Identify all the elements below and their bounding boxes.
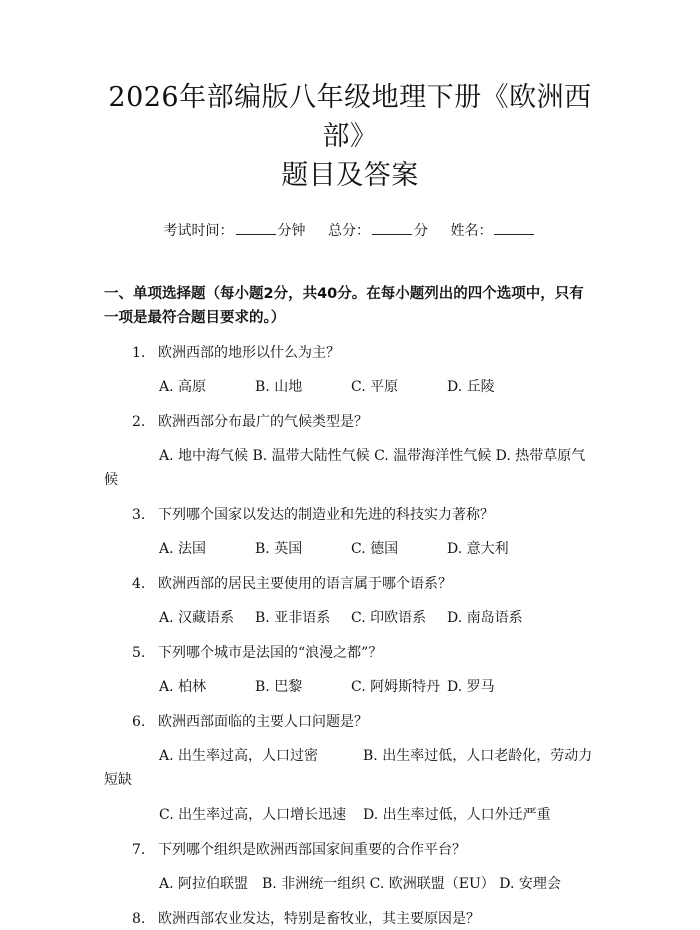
- total-score-unit: 分: [414, 223, 428, 239]
- question-number: 3.: [132, 507, 146, 523]
- question-number: 5.: [132, 645, 146, 661]
- option-c: C. 印欧语系: [351, 610, 427, 626]
- question-text: 欧洲西部农业发达，特别是畜牧业，其主要原因是？: [158, 911, 480, 927]
- question: [104, 642, 596, 664]
- question-number: 8.: [132, 911, 146, 927]
- name-label: 姓名：: [450, 223, 493, 239]
- option-a: A. 高原: [159, 379, 207, 395]
- option-a: A. 出生率过高，人口过密: [159, 748, 319, 764]
- exam-time-blank: [236, 222, 276, 235]
- question-number: 2.: [132, 414, 146, 430]
- question-number: 7.: [132, 842, 146, 858]
- total-score-blank: [372, 222, 412, 235]
- total-score-field: [328, 220, 428, 240]
- option-c: C. 平原: [351, 379, 399, 395]
- question-text: 欧洲西部的居民主要使用的语言属于哪个语系？: [158, 576, 452, 592]
- question-options: [104, 872, 596, 896]
- option-b: B. 出生率过低，人口老龄化，劳动力: [363, 748, 593, 764]
- question-text: 下列哪个组织是欧洲西部国家间重要的合作平台？: [158, 842, 466, 858]
- option-d: D. 罗马: [447, 679, 495, 695]
- option-a: A. 汉藏语系: [159, 610, 235, 626]
- option-c: C. 德国: [351, 541, 399, 557]
- question-options: [104, 675, 596, 699]
- question-number: 4.: [132, 576, 146, 592]
- option-b: B. 山地: [255, 379, 303, 395]
- options-wrap-line: 候: [104, 472, 118, 488]
- section-heading-single-choice: 一、单项选择题（每小题2分，共40分。在每小题列出的四个选项中，只有一项是最符合题目要求的。）: [104, 286, 584, 326]
- question-number: 6.: [132, 714, 146, 730]
- option-b: B. 亚非语系: [255, 610, 331, 626]
- question-number: 1.: [132, 345, 146, 361]
- question: [104, 342, 596, 364]
- exam-time-field: [164, 220, 306, 240]
- question-text: 下列哪个国家以发达的制造业和先进的科技实力著称？: [158, 507, 494, 523]
- option-d: D. 丘陵: [447, 379, 495, 395]
- name-blank: [494, 222, 534, 235]
- title-line-2: 题目及答案: [281, 160, 419, 191]
- question-options-row-2: [104, 803, 596, 827]
- option-d: D. 意大利: [447, 541, 509, 557]
- question: [104, 573, 596, 595]
- question-text: 欧洲西部分布最广的气候类型是？: [158, 414, 368, 430]
- title-line-1: 2026年部编版八年级地理下册《欧洲西部》: [108, 82, 592, 152]
- option-d: D. 出生率过低，人口外迁严重: [363, 807, 551, 823]
- question-text: 欧洲西部面临的主要人口问题是？: [158, 714, 368, 730]
- option-a: A. 法国: [159, 541, 207, 557]
- question-text: 欧洲西部的地形以什么为主？: [158, 345, 340, 361]
- exam-time-unit: 分钟: [277, 223, 306, 239]
- question-options: [104, 744, 596, 792]
- options-line: A. 地中海气候 B. 温带大陆性气候 C. 温带海洋性气候 D. 热带草原气: [159, 448, 586, 464]
- exam-time-label: 考试时间：: [163, 223, 234, 239]
- option-d: D. 南岛语系: [447, 610, 523, 626]
- options-wrap-line: 短缺: [104, 772, 132, 788]
- question: [104, 908, 596, 930]
- question: [104, 504, 596, 526]
- question: [104, 411, 596, 433]
- option-a: A. 柏林: [159, 679, 207, 695]
- question-options: [104, 537, 596, 561]
- option-b: B. 巴黎: [255, 679, 303, 695]
- exam-meta: [104, 220, 596, 240]
- total-score-label: 总分：: [328, 223, 370, 239]
- document-title: [104, 0, 596, 195]
- option-b: B. 英国: [255, 541, 303, 557]
- options-line: A. 阿拉伯联盟 B. 非洲统一组织 C. 欧洲联盟（EU） D. 安理会: [159, 876, 561, 892]
- question-options: [104, 375, 596, 399]
- question: [104, 711, 596, 733]
- question: [104, 839, 596, 861]
- name-field: [450, 220, 536, 240]
- question-text: 下列哪个城市是法国的“浪漫之都”？: [158, 645, 383, 661]
- option-c: C. 阿姆斯特丹: [351, 679, 441, 695]
- question-options: [104, 606, 596, 630]
- question-options: [104, 444, 596, 492]
- option-c: C. 出生率过高，人口增长迅速: [159, 807, 347, 823]
